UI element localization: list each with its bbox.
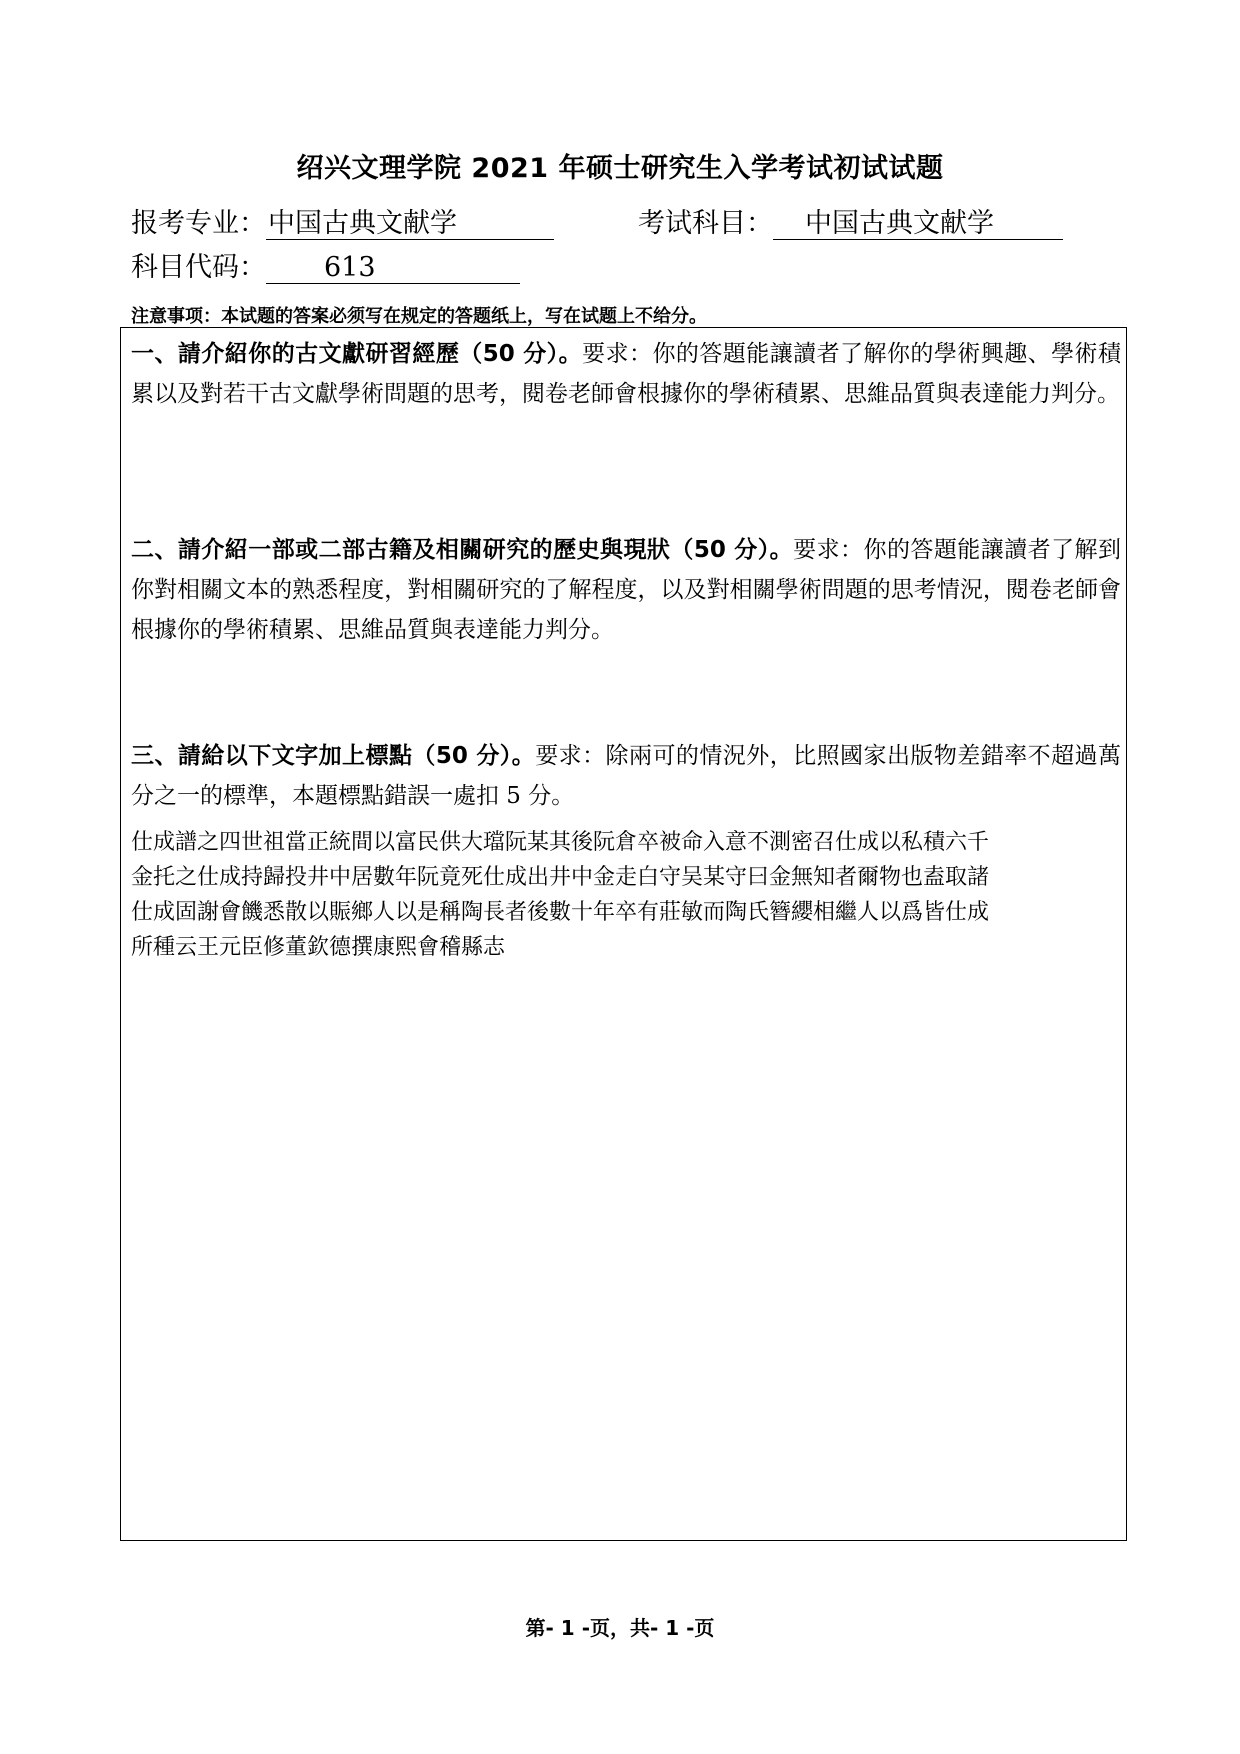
- page-footer: 第- 1 -页，共- 1 -页: [525, 1616, 715, 1640]
- question-1: [131, 334, 1121, 414]
- subject-value: 中国古典文献学: [773, 209, 1063, 240]
- code-label: 科目代码：: [131, 252, 266, 283]
- code-value: 613: [266, 253, 520, 284]
- question-3-requirements: 要求：除兩可的情況外，比照國家出版物差錯率不超過萬分之一的標準，本題標點錯誤一處扣 5 分。: [131, 743, 1122, 809]
- question-3-heading: 三、請給以下文字加上標點（50 分）。: [131, 743, 536, 769]
- punctuation-passage: 仕成譜之四世祖當正統間以富民供大璫阮某其後阮倉卒被命入意不測密召仕成以私積六千 金托之仕成持歸投井中居數年阮竟死仕成出井中金走白守吴某守曰金無知者爾物也盍取諸 仕成固謝會饑悉散以賑鄉人以是稱陶長者後數十年卒有莊敏而陶氏簪纓相繼人以爲皆仕成 所種云王元臣修董欽德撰康熙會稽縣志: [131, 830, 990, 960]
- question-2-requirements: 要求：你的答題能讓讀者了解到你對相關文本的熟悉程度，對相關研究的了解程度，以及對相關學術問題的思考情況，閱卷老師會根據你的學術積累、思維品質與表達能力判分。: [131, 537, 1122, 643]
- question-3: [131, 736, 1121, 816]
- question-1-requirements: 要求：你的答題能讓讀者了解你的學術興趣、學術積累以及對若干古文獻學術問題的思考，閱卷老師會根據你的學術積累、思維品質與表達能力判分。: [131, 341, 1122, 407]
- subject-label: 考试科目：: [638, 208, 773, 239]
- question-2: [131, 530, 1121, 650]
- subject-field: [638, 206, 1063, 242]
- exam-notice: 注意事项：本试题的答案必须写在规定的答题纸上，写在试题上不给分。: [131, 306, 707, 327]
- major-value: 中国古典文献学: [266, 209, 554, 240]
- code-field: [131, 250, 520, 286]
- major-label: 报考专业：: [131, 208, 266, 239]
- major-field: [131, 206, 554, 242]
- page-title: 绍兴文理学院 2021 年硕士研究生入学考试初试试题: [296, 153, 944, 184]
- question-2-heading: 二、請介紹一部或二部古籍及相關研究的歷史與現狀（50 分）。: [131, 537, 794, 563]
- question-1-heading: 一、請介紹你的古文獻研習經歷（50 分）。: [131, 341, 583, 367]
- question-box: [120, 327, 1127, 1541]
